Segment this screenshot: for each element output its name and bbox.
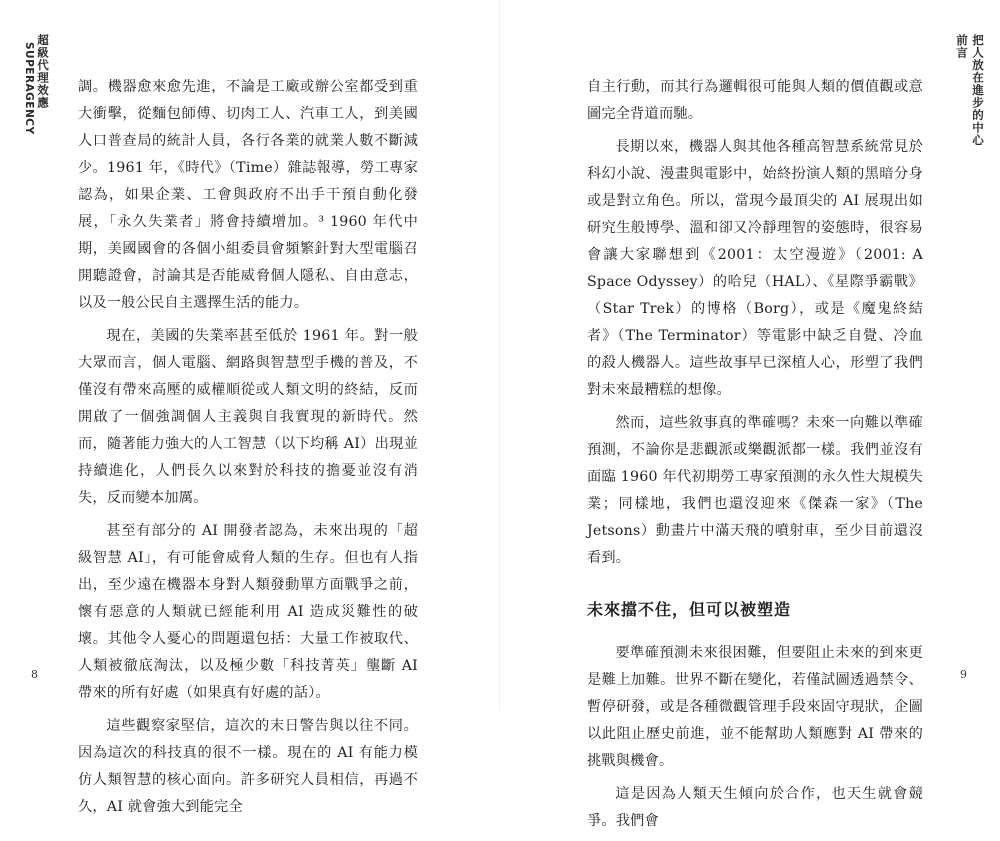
running-head-chapter: 前言 bbox=[955, 34, 969, 59]
running-head-chapter-title: 把人放在進步的中心 bbox=[971, 34, 985, 147]
left-paragraph-3: 甚至有部分的 AI 開發者認為，未來出現的「超級智慧 AI」，有可能會威脅人類的生存。但也有人指出，至少遠在機器本身對人類發動單方面戰爭之前，懷有惡意的人類就已經能利用 AI 造成災難性的破壞。其他令人憂心的問題還包括：大量工作被取代、人類被徹底淘汰，以及極少數「科技菁英」壟斷 AI 帶來的所有好處（如果真有好處的話）。 bbox=[78, 523, 418, 701]
left-paragraph-4: 這些觀察家堅信，這次的末日警告與以往不同。因為這次的科技真的很不一樣。現在的 AI 有能力模仿人類智慧的核心面向。許多研究人員相信，再過不久，AI 就會強大到能完全 bbox=[78, 718, 418, 815]
running-head-left bbox=[22, 34, 50, 135]
page-number-left: 8 bbox=[31, 668, 38, 681]
section-heading: 未來擋不住，但可以被塑造 bbox=[587, 600, 792, 619]
right-paragraph-4: 要準確預測未來很困難，但要阻止未來的到來更是難上加難。世界不斷在變化，若僅試圖透過禁令、暫停研發，或是各種微觀管理手段來固守現狀，企圖以此阻止歷史前進，並不能幫助人類應對 AI 帶來的挑戰與機會。 bbox=[587, 645, 923, 769]
right-paragraph-2: 長期以來，機器人與其他各種高智慧系統常見於科幻小說、漫畫與電影中，始終扮演人類的黑暗分身或是對立角色。所以，當現今最頂尖的 AI 展現出如研究生般博學、溫和卻又冷靜理智的姿態時，很容易會讓大家聯想到《2001：太空漫遊》（2001: A Space Odyssey）的哈兒（HAL）、《星際爭霸戰》（Star Trek）的博格（Borg），或是《魔鬼終結者》（The Terminator）等電影中缺乏自覺、冷血的殺人機器人。這些故事早已深植人心，形塑了我們對未來最糟糕的想像。 bbox=[587, 139, 923, 398]
book-title-en: SUPERAGENCY bbox=[23, 42, 35, 135]
left-paragraph-1: 調。機器愈來愈先進，不論是工廠或辦公室都受到重大衝擊，從麵包師傅、切肉工人、汽車工人，到美國人口普查局的統計人員，各行各業的就業人數不斷減少。1961 年，《時代》（Time）雜誌報導，勞工專家認為，如果企業、工會與政府不出手干預自動化發展，「永久失業者」將會持續增加。³ 1960 年代中期，美國國會的各個小組委員會頻繁針對大型電腦召開聽證會，討論其是否能威脅個人隱私、自由意志，以及一般公民自主選擇生活的能力。 bbox=[78, 79, 418, 311]
right-paragraph-3: 然而，這些敘事真的準確嗎？未來一向難以準確預測，不論你是悲觀派或樂觀派都一樣。我們並沒有面臨 1960 年代初期勞工專家預測的永久性大規模失業；同樣地，我們也還沒迎來《傑森一家》（The Jetsons）動畫片中滿天飛的噴射車，至少目前還沒看到。 bbox=[587, 415, 923, 566]
right-paragraph-1: 自主行動，而其行為邏輯很可能與人類的價值觀或意圖完全背道而馳。 bbox=[587, 79, 923, 122]
right-paragraph-5: 這是因為人類天生傾向於合作，也天生就會競爭。我們會 bbox=[587, 786, 923, 829]
left-body-text bbox=[78, 74, 418, 827]
right-page bbox=[500, 0, 1000, 829]
right-body-text bbox=[587, 74, 923, 841]
page-number-right: 9 bbox=[960, 668, 967, 681]
book-title-cn: 超級代理效應 bbox=[36, 34, 50, 109]
left-page bbox=[0, 0, 500, 815]
left-paragraph-2: 現在，美國的失業率甚至低於 1961 年。對一般大眾而言，個人電腦、網路與智慧型手機的普及，不僅沒有帶來高壓的威權順從或人類文明的終結，反而開啟了一個強調個人主義與自我實現的新時代。然而，隨著能力強大的人工智慧（以下均稱 AI）出現並持續進化，人們長久以來對於科技的擔憂並沒有消失，反而變本加厲。 bbox=[78, 328, 418, 506]
